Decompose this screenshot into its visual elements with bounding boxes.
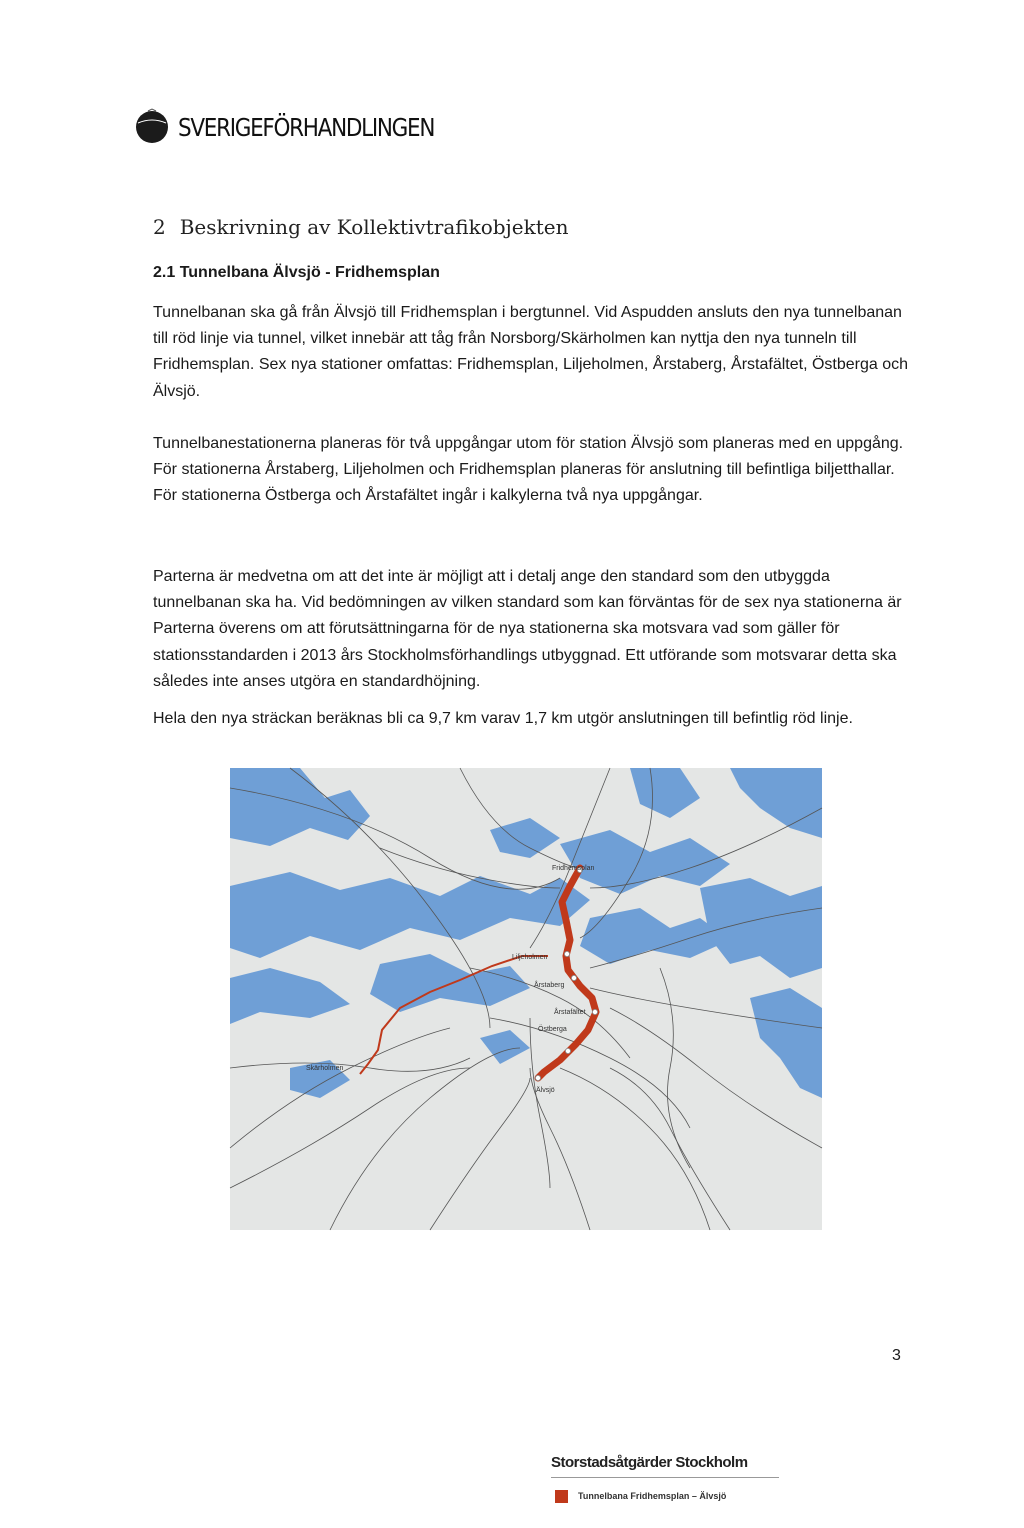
station-label-ostberga: Östberga	[538, 1026, 567, 1033]
section-heading	[153, 215, 568, 239]
station-label-arstafaltet: Årstafältet	[554, 1009, 586, 1016]
map-legend	[539, 1440, 792, 1528]
legend-divider	[551, 1477, 779, 1478]
paragraph-route-description: Tunnelbanan ska gå från Älvsjö till Fridhemsplan i bergtunnel. Vid Aspudden ansluts den nya tunnelbanan till röd linje via tunnel, vilket innebär att tåg från Norsborg/Skärholmen kan nyttja den nya tunneln till Fridhemsplan. Sex nya stationer omfattas: Fridhemsplan, Liljeholmen, Årstaberg, Årstafältet, Östberga och Älvsjö.	[153, 304, 909, 400]
station-dot-alvsjo	[535, 1075, 540, 1080]
station-label-alvsjo: Älvsjö	[536, 1087, 555, 1094]
legend-item-label: Tunnelbana Fridhemsplan – Älvsjö	[578, 1491, 727, 1501]
paragraph-station-entrances: Tunnelbanestationerna planeras för två uppgångar utom för station Älvsjö som planeras med en uppgång. För stationerna Årstaberg, Liljeholmen och Fridhemsplan planeras för anslutning till befintliga biljetthallar. För stationerna Östberga och Årstafältet ingår i kalkylerna två nya uppgångar.	[153, 435, 904, 505]
logo-emblem-icon	[130, 105, 174, 149]
station-dot-arstaberg	[571, 975, 576, 980]
station-dot-liljeholmen	[564, 951, 569, 956]
paragraph-route-length: Hela den nya sträckan beräknas bli ca 9,7 km varav 1,7 km utgör anslutningen till befintlig röd linje.	[153, 710, 853, 727]
station-label-skarholmen: Skärholmen	[306, 1065, 344, 1072]
subsection-heading: 2.1 Tunnelbana Älvsjö - Fridhemsplan	[153, 264, 440, 281]
route-map-canvas	[230, 768, 822, 1230]
header-logo	[130, 105, 476, 149]
legend-title: Storstadsåtgärder Stockholm	[551, 1454, 748, 1471]
logo-text: SVERIGEFÖRHANDLINGEN	[178, 112, 435, 142]
station-label-fridhemsplan: Fridhemsplan	[552, 865, 595, 872]
station-label-arstaberg: Årstaberg	[534, 982, 565, 989]
route-map	[230, 768, 822, 1501]
section-title: Beskrivning av Kollektivtrafikobjekten	[179, 215, 569, 239]
legend-swatch	[555, 1490, 568, 1503]
station-dot-ostberga	[565, 1048, 570, 1053]
page-number: 3	[892, 1347, 901, 1364]
paragraph-station-standard: Parterna är medvetna om att det inte är möjligt att i detalj ange den standard som den utbyggda tunnelbanan ska ha. Vid bedömningen av vilken standard som kan förväntas för de sex nya stationerna är Parterna överens om att förutsättningarna för de nya stationerna ska motsvara vad som gäller för stationsstandarden i 2013 års Stockholmsförhandlings utbyggnad. Ett utförande som motsvarar detta ska således inte anses utgöra en standardhöjning.	[153, 568, 902, 690]
station-dot-arstafaltet	[592, 1009, 597, 1014]
section-number: 2	[153, 215, 166, 239]
station-label-liljeholmen: Liljeholmen	[512, 954, 548, 961]
